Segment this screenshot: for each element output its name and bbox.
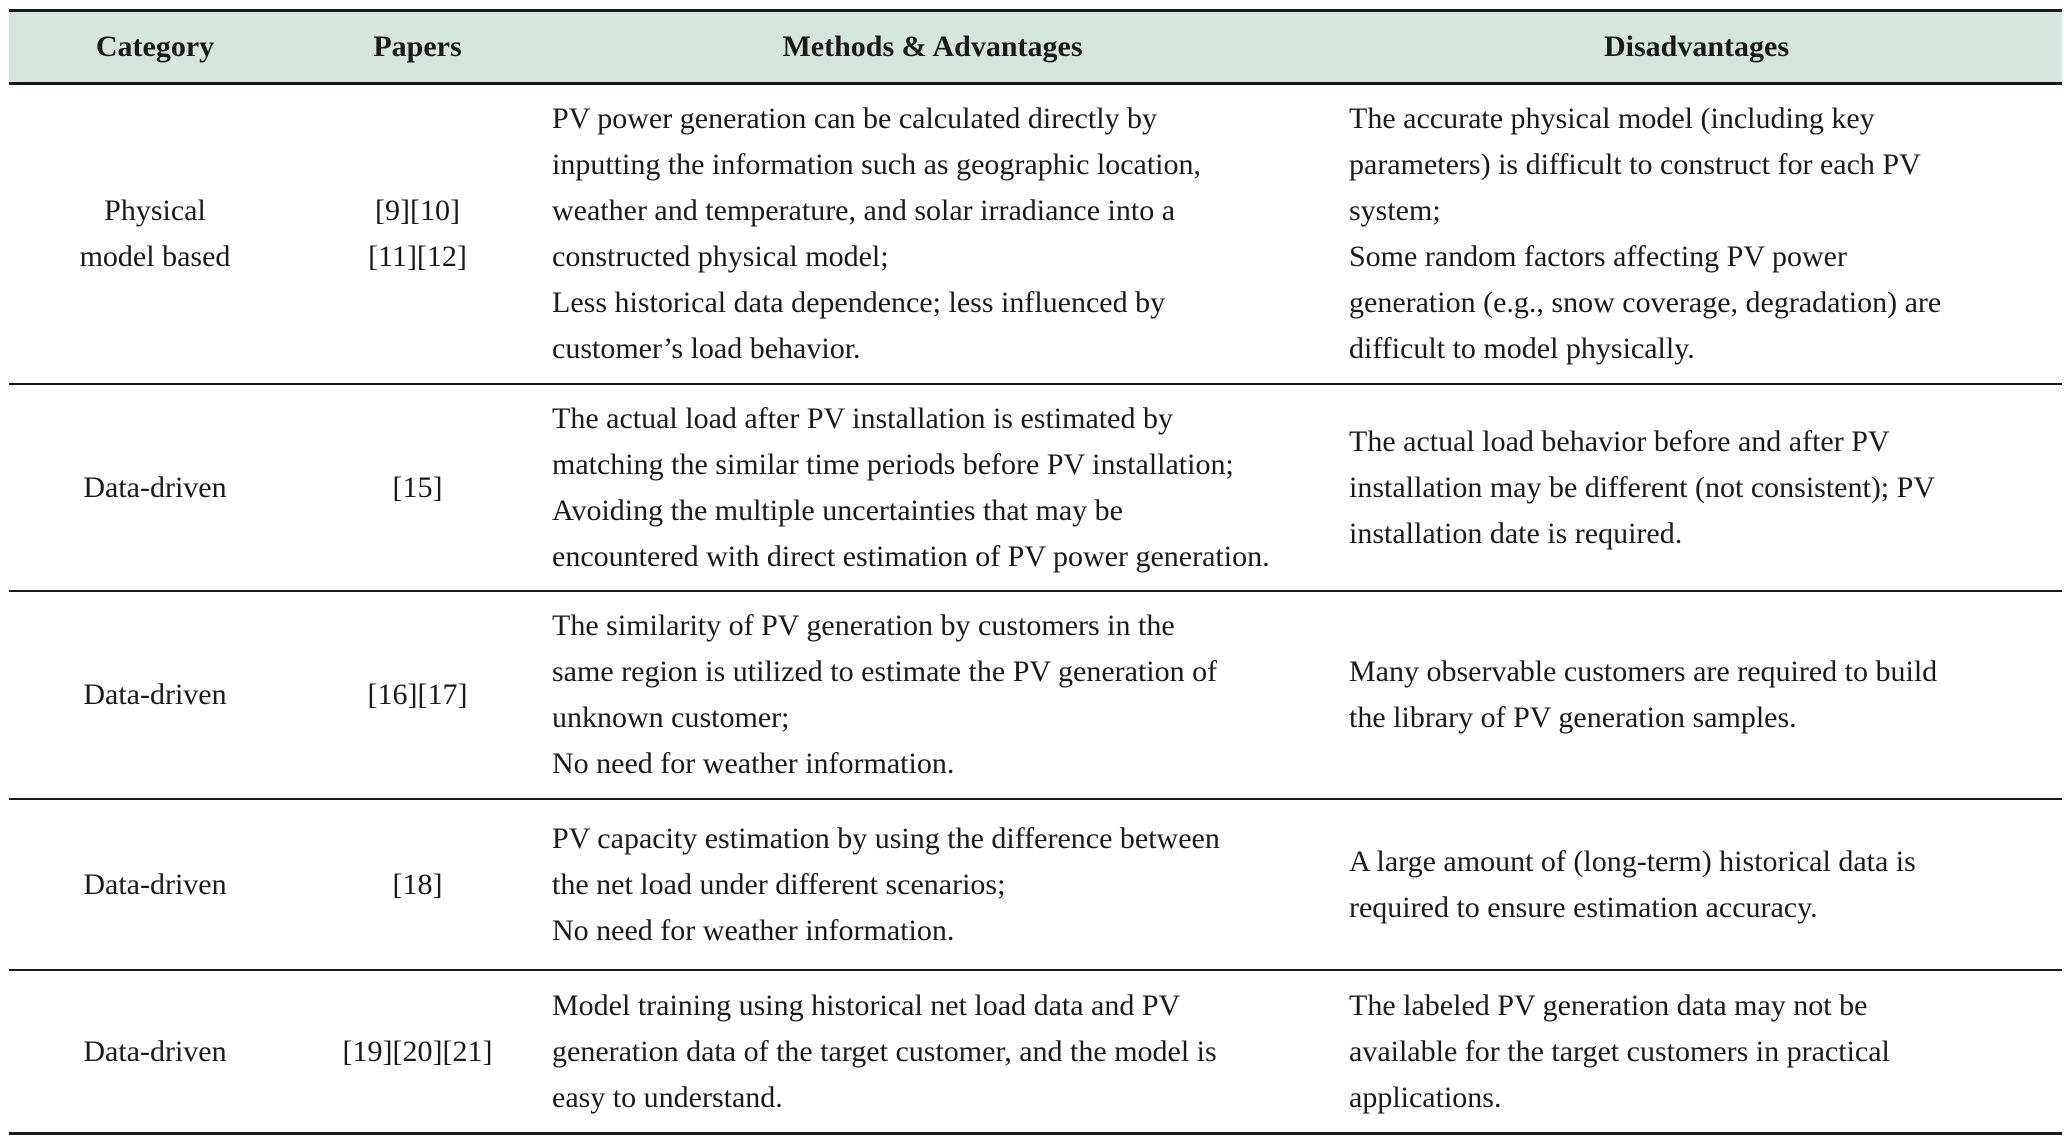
papers-line: [18] (392, 867, 443, 901)
disadvantages-line: The accurate physical model (including key (1349, 102, 1875, 135)
disadvantages-cell (1331, 591, 2062, 799)
category-line: model based (79, 240, 231, 273)
methods-line: unknown customer; (552, 701, 790, 734)
methods-line: weather and temperature, and solar irradiance into a (552, 194, 1176, 227)
disadvantages-cell (1331, 84, 2062, 385)
disadvantages-line: generation (e.g., snow coverage, degradation) are (1349, 286, 1942, 319)
table-row (9, 970, 2062, 1134)
methods-line: Less historical data dependence; less influenced by (552, 286, 1166, 319)
category-line: Data-driven (83, 867, 227, 901)
table-row (9, 84, 2062, 385)
comparison-table-container (9, 9, 2062, 1135)
papers-cell (301, 970, 534, 1134)
papers-cell (301, 84, 534, 385)
papers-line: [19][20][21] (342, 1034, 493, 1068)
header-papers: Papers (301, 11, 534, 84)
methods-line: PV capacity estimation by using the difference between (552, 821, 1220, 855)
disadvantages-line: installation date is required. (1349, 516, 1683, 550)
methods-cell (534, 799, 1331, 970)
methods-line: customer’s load behavior. (552, 332, 861, 365)
comparison-table (9, 9, 2062, 1135)
disadvantages-line: the library of PV generation samples. (1349, 701, 1797, 734)
methods-line: same region is utilized to estimate the PV generation of (552, 655, 1218, 688)
disadvantages-line: difficult to model physically. (1349, 332, 1695, 365)
disadvantages-line: Some random factors affecting PV power (1349, 240, 1847, 273)
disadvantages-line: required to ensure estimation accuracy. (1349, 890, 1818, 924)
methods-line: Model training using historical net load data and PV (552, 988, 1181, 1022)
papers-line: [16][17] (367, 678, 468, 711)
category-line: Data-driven (83, 470, 227, 504)
category-line: Data-driven (83, 678, 227, 711)
methods-line: The actual load after PV installation is estimated by (552, 401, 1173, 435)
methods-line: PV power generation can be calculated directly by (552, 102, 1158, 135)
methods-line: inputting the information such as geographic location, (552, 148, 1202, 181)
disadvantages-cell (1331, 799, 2062, 970)
disadvantages-line: system; (1349, 194, 1441, 227)
table-row (9, 591, 2062, 799)
category-cell (9, 384, 301, 591)
table-body (9, 84, 2062, 1134)
category-line: Physical (104, 194, 206, 227)
papers-cell (301, 799, 534, 970)
disadvantages-line: A large amount of (long-term) historical data is (1349, 844, 1916, 878)
header-category: Category (9, 11, 301, 84)
category-cell (9, 799, 301, 970)
methods-cell (534, 84, 1331, 385)
disadvantages-line: Many observable customers are required to build (1349, 655, 1938, 688)
disadvantages-line: The actual load behavior before and after PV (1349, 424, 1890, 458)
papers-line: [9][10] (375, 194, 460, 227)
disadvantages-line: available for the target customers in practical (1349, 1034, 1890, 1068)
methods-line: easy to understand. (552, 1080, 783, 1114)
table-header (9, 11, 2062, 84)
header-row (9, 11, 2062, 84)
category-cell (9, 970, 301, 1134)
disadvantages-cell (1331, 384, 2062, 591)
header-methods: Methods & Advantages (534, 11, 1331, 84)
methods-cell (534, 970, 1331, 1134)
category-cell (9, 84, 301, 385)
methods-line: the net load under different scenarios; (552, 867, 1006, 901)
table-row (9, 799, 2062, 970)
methods-line: The similarity of PV generation by customers in the (552, 609, 1175, 642)
table-row (9, 384, 2062, 591)
methods-line: matching the similar time periods before PV installation; (552, 447, 1234, 481)
papers-line: [15] (392, 470, 443, 504)
methods-line: No need for weather information. (552, 747, 955, 780)
methods-cell (534, 591, 1331, 799)
disadvantages-cell (1331, 970, 2062, 1134)
disadvantages-line: parameters) is difficult to construct for each PV (1349, 148, 1921, 181)
disadvantages-line: installation may be different (not consistent); PV (1349, 470, 1935, 504)
category-line: Data-driven (83, 1034, 227, 1068)
papers-cell (301, 384, 534, 591)
header-disadvantages: Disadvantages (1331, 11, 2062, 84)
methods-line: No need for weather information. (552, 913, 955, 947)
disadvantages-line: The labeled PV generation data may not be (1349, 988, 1868, 1022)
disadvantages-line: applications. (1349, 1080, 1502, 1114)
methods-cell (534, 384, 1331, 591)
papers-line: [11][12] (368, 240, 467, 273)
papers-cell (301, 591, 534, 799)
category-cell (9, 591, 301, 799)
methods-line: generation data of the target customer, and the model is (552, 1034, 1217, 1068)
methods-line: encountered with direct estimation of PV power generation. (552, 539, 1270, 573)
methods-line: constructed physical model; (552, 240, 889, 273)
methods-line: Avoiding the multiple uncertainties that may be (552, 493, 1123, 527)
